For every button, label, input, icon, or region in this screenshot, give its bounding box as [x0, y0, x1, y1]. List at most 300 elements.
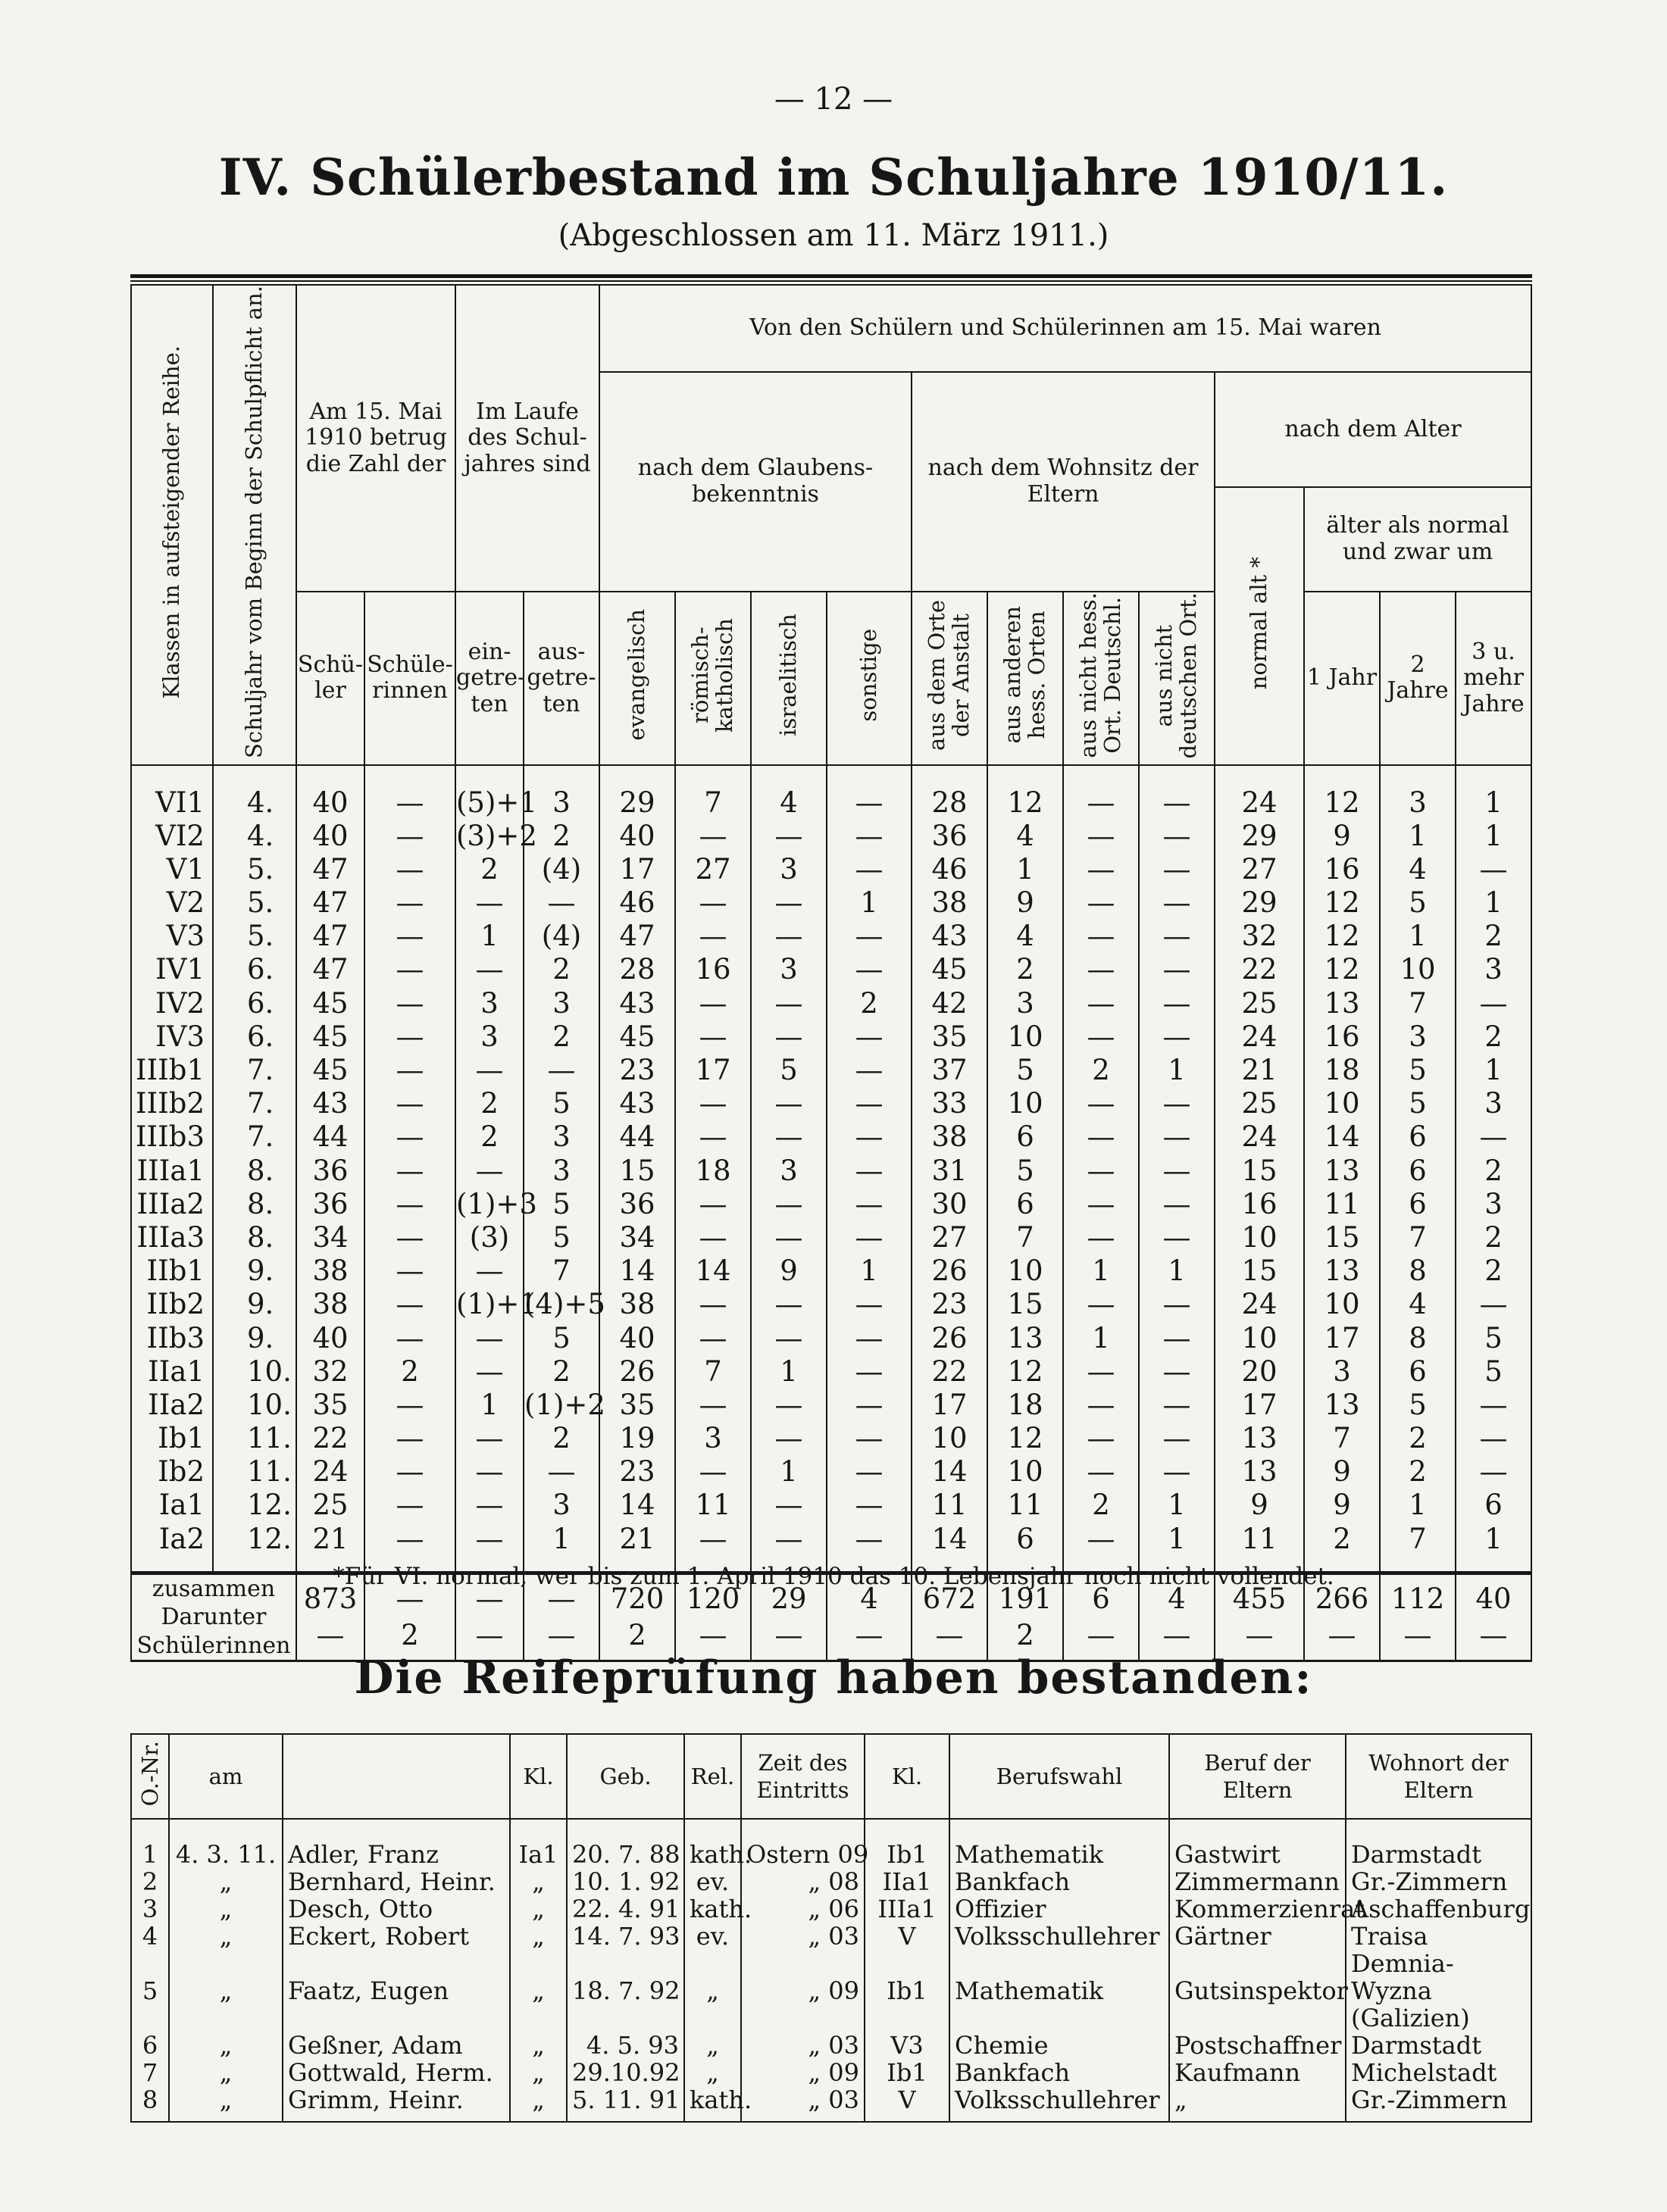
value-cell: — — [1063, 1221, 1139, 1254]
value-cell: 10 — [987, 1455, 1063, 1489]
value-cell: 18 — [1304, 1054, 1380, 1087]
value-cell: 10 — [1304, 1087, 1380, 1120]
value-cell: 3 — [455, 1020, 524, 1054]
value-cell: 8 — [1380, 1254, 1456, 1288]
value-cell: — — [455, 886, 524, 920]
exam-kl2-cell: Ib1 — [865, 1950, 949, 2032]
value-cell: — — [364, 1020, 455, 1054]
header-evangelisch: evangelisch — [599, 592, 675, 766]
exam-kl-cell: „ — [510, 2059, 567, 2086]
value-cell: 43 — [296, 1087, 364, 1120]
value-cell: 1 — [987, 853, 1063, 886]
exam-zeit-cell: „ 06 — [741, 1895, 865, 1923]
value-cell: — — [455, 1355, 524, 1389]
exam-header-nr: O.-Nr. — [131, 1734, 169, 1819]
value-cell: 40 — [296, 1321, 364, 1354]
value-cell: 47 — [296, 953, 364, 986]
value-cell: 15 — [987, 1288, 1063, 1321]
exam-wohnort-cell: Gr.-Zimmern — [1346, 1868, 1531, 1895]
exam-nr-cell: 8 — [131, 2086, 169, 2122]
header-glauben: nach dem Glaubens-bekenntnis — [599, 372, 912, 592]
exam-zeit-cell: „ 03 — [741, 1923, 865, 1950]
value-cell: — — [827, 1120, 912, 1154]
value-cell: — — [1063, 1523, 1139, 1573]
totals-cell: 720 2 — [599, 1573, 675, 1661]
header-schuelerinnen: Schüle-rinnen — [364, 592, 455, 766]
value-cell: 3 — [1456, 1188, 1531, 1221]
value-cell: — — [364, 920, 455, 953]
school-year-cell: 9. — [213, 1321, 296, 1354]
table-row — [131, 765, 1531, 819]
value-cell: — — [751, 1221, 827, 1254]
school-year-cell: 8. — [213, 1188, 296, 1221]
value-cell: 1 — [1380, 920, 1456, 953]
value-cell: — — [675, 1221, 751, 1254]
value-cell: 14 — [599, 1254, 675, 1288]
value-cell: (4) — [524, 920, 599, 953]
exam-rel-cell: „ — [684, 1950, 741, 2032]
exam-wohnort-cell: Aschaffenburg — [1346, 1895, 1531, 1923]
value-cell: 7 — [987, 1221, 1063, 1254]
value-cell: — — [455, 1523, 524, 1573]
exam-beruf-eltern-cell: Zimmermann — [1169, 1868, 1346, 1895]
totals-label: zusammen Darunter Schülerinnen — [131, 1573, 296, 1661]
exam-rel-cell: „ — [684, 2032, 741, 2059]
value-cell: 2 — [1456, 1154, 1531, 1188]
value-cell: 24 — [1215, 1120, 1304, 1154]
exam-row — [131, 2059, 1531, 2086]
value-cell: — — [751, 1523, 827, 1573]
totals-cell: 4 — — [827, 1573, 912, 1661]
exam-kl-cell: Ia1 — [510, 1819, 567, 1868]
class-cell: IIIa3 — [131, 1221, 213, 1254]
value-cell: 6 — [1380, 1120, 1456, 1154]
value-cell: 12 — [1304, 765, 1380, 819]
value-cell: 1 — [1456, 820, 1531, 853]
value-cell: 2 — [1063, 1489, 1139, 1522]
school-year-cell: 4. — [213, 820, 296, 853]
value-cell: 17 — [675, 1054, 751, 1087]
exam-wohnort-cell: Michelstadt — [1346, 2059, 1531, 2086]
exam-name-cell: Desch, Otto — [283, 1895, 510, 1923]
exam-kl-cell: „ — [510, 1895, 567, 1923]
value-cell: — — [364, 1254, 455, 1288]
exam-geb-cell: 4. 5. 93 — [567, 2032, 684, 2059]
exam-header-beruf-eltern: Beruf der Eltern — [1169, 1734, 1346, 1819]
exam-rel-cell: kath. — [684, 2086, 741, 2122]
header-katholisch: römisch- katholisch — [675, 592, 751, 766]
value-cell: 4 — [751, 765, 827, 819]
value-cell: 1 — [1063, 1321, 1139, 1354]
header-age-3: 3 u. mehr Jahre — [1456, 592, 1531, 766]
value-cell: 29 — [599, 765, 675, 819]
value-cell: 2 — [364, 1355, 455, 1389]
value-cell: 3 — [455, 987, 524, 1020]
value-cell: 23 — [599, 1054, 675, 1087]
exam-kl2-cell: IIa1 — [865, 1868, 949, 1895]
value-cell: 21 — [296, 1523, 364, 1573]
header-sonstige: sonstige — [827, 592, 912, 766]
value-cell: 1 — [455, 1389, 524, 1422]
header-klassen: Klassen in aufsteigender Reihe. — [131, 285, 213, 765]
value-cell: 25 — [296, 1489, 364, 1522]
totals-cell: 455 — — [1215, 1573, 1304, 1661]
totals-cell: 873 — — [296, 1573, 364, 1661]
value-cell: 15 — [1215, 1154, 1304, 1188]
value-cell: 12 — [1304, 920, 1380, 953]
table-row — [131, 1087, 1531, 1120]
header-aus-nicht-hess: aus nicht hess. Ort. Deutschl. — [1063, 592, 1139, 766]
class-cell: V2 — [131, 886, 213, 920]
value-cell: 3 — [1380, 765, 1456, 819]
value-cell: — — [751, 987, 827, 1020]
value-cell: 2 — [987, 953, 1063, 986]
value-cell: — — [1139, 1120, 1215, 1154]
value-cell: 2 — [455, 1087, 524, 1120]
table-row — [131, 987, 1531, 1020]
value-cell: 29 — [1215, 886, 1304, 920]
value-cell: — — [455, 953, 524, 986]
value-cell: — — [675, 1087, 751, 1120]
value-cell: 1 — [524, 1523, 599, 1573]
value-cell: 16 — [675, 953, 751, 986]
value-cell: — — [455, 1321, 524, 1354]
value-cell: — — [827, 1154, 912, 1188]
value-cell: 12 — [987, 765, 1063, 819]
value-cell: 13 — [1304, 1154, 1380, 1188]
value-cell: 6 — [987, 1523, 1063, 1573]
exam-zeit-cell: „ 03 — [741, 2086, 865, 2122]
class-cell: VI2 — [131, 820, 213, 853]
exam-beruf-eltern-cell: Kaufmann — [1169, 2059, 1346, 2086]
table-row — [131, 886, 1531, 920]
exam-row — [131, 1950, 1531, 2032]
value-cell: 10 — [1304, 1288, 1380, 1321]
value-cell: 3 — [524, 1154, 599, 1188]
page-number: — 12 — — [774, 82, 893, 117]
header-normal: normal alt * — [1215, 487, 1304, 765]
value-cell: — — [455, 1489, 524, 1522]
value-cell: 12 — [1304, 953, 1380, 986]
header-aus-anderen: aus anderen hess. Orten — [987, 592, 1063, 766]
class-cell: IIIa1 — [131, 1154, 213, 1188]
school-year-cell: 5. — [213, 853, 296, 886]
value-cell: — — [1456, 853, 1531, 886]
value-cell: — — [364, 1422, 455, 1455]
value-cell: 14 — [599, 1489, 675, 1522]
value-cell: 15 — [1304, 1221, 1380, 1254]
value-cell: 13 — [1215, 1455, 1304, 1489]
table-row — [131, 1254, 1531, 1288]
exam-zeit-cell: „ 09 — [741, 1950, 865, 2032]
value-cell: 2 — [1380, 1455, 1456, 1489]
value-cell: — — [364, 1523, 455, 1573]
value-cell: — — [1139, 820, 1215, 853]
value-cell: 2 — [827, 987, 912, 1020]
value-cell: — — [827, 765, 912, 819]
value-cell: 43 — [599, 1087, 675, 1120]
value-cell: 1 — [1456, 886, 1531, 920]
value-cell: 10 — [987, 1087, 1063, 1120]
exam-kl2-cell: V — [865, 1923, 949, 1950]
totals-cell: 40 — — [1456, 1573, 1531, 1661]
value-cell: 36 — [296, 1188, 364, 1221]
school-year-cell: 11. — [213, 1455, 296, 1489]
footnote: *Für VI. normal, wer bis zum 1. April 1910 das 10. Lebensjahr noch nicht vollendet. — [333, 1563, 1334, 1590]
value-cell: 10 — [1215, 1321, 1304, 1354]
value-cell: 26 — [912, 1321, 987, 1354]
value-cell: — — [1139, 1288, 1215, 1321]
exam-nr-cell: 7 — [131, 2059, 169, 2086]
value-cell: 1 — [1380, 1489, 1456, 1522]
class-cell: IIa2 — [131, 1389, 213, 1422]
value-cell: — — [1139, 1422, 1215, 1455]
header-von-den-schuelern: Von den Schülern und Schülerinnen am 15. Mai waren — [599, 285, 1531, 372]
exam-row — [131, 1923, 1531, 1950]
value-cell: 32 — [1215, 920, 1304, 953]
exam-row — [131, 1819, 1531, 1868]
value-cell: 24 — [1215, 1288, 1304, 1321]
value-cell: — — [827, 1288, 912, 1321]
totals-cell: 4 — — [1139, 1573, 1215, 1661]
value-cell: 6 — [1456, 1489, 1531, 1522]
exam-name-cell: Faatz, Eugen — [283, 1950, 510, 2032]
value-cell: — — [827, 920, 912, 953]
exam-beruf-cell: Bankfach — [949, 1868, 1169, 1895]
value-cell: 17 — [599, 853, 675, 886]
exam-header-kl: Kl. — [510, 1734, 567, 1819]
student-stats-body — [131, 765, 1531, 1573]
school-year-cell: 9. — [213, 1254, 296, 1288]
value-cell: — — [1063, 1087, 1139, 1120]
value-cell: 44 — [296, 1120, 364, 1154]
value-cell: (4)+5 — [524, 1288, 605, 1321]
value-cell: — — [675, 1188, 751, 1221]
exam-geb-cell: 18. 7. 92 — [567, 1950, 684, 2032]
value-cell: 1 — [1456, 1054, 1531, 1087]
value-cell: — — [1139, 765, 1215, 819]
value-cell: 38 — [296, 1288, 364, 1321]
value-cell: — — [1456, 1422, 1531, 1455]
value-cell: 2 — [1304, 1523, 1380, 1573]
value-cell: 5 — [524, 1087, 599, 1120]
value-cell: 18 — [987, 1389, 1063, 1422]
value-cell: 5 — [1456, 1321, 1531, 1354]
header-age-2: 2 Jahre — [1380, 592, 1456, 766]
exam-name-cell: Gottwald, Herm. — [283, 2059, 510, 2086]
value-cell: 47 — [296, 886, 364, 920]
value-cell: 3 — [1380, 1020, 1456, 1054]
value-cell: (1)+1 — [456, 1288, 537, 1321]
exam-beruf-eltern-cell: Gärtner — [1169, 1923, 1346, 1950]
value-cell: 5 — [987, 1054, 1063, 1087]
value-cell: 1 — [1139, 1523, 1215, 1573]
value-cell: — — [751, 1389, 827, 1422]
exam-geb-cell: 20. 7. 88 — [567, 1819, 684, 1868]
header-israelitisch: israelitisch — [751, 592, 827, 766]
value-cell: 28 — [912, 765, 987, 819]
class-cell: IV3 — [131, 1020, 213, 1054]
value-cell: 6 — [1380, 1355, 1456, 1389]
table-row — [131, 1020, 1531, 1054]
table-row — [131, 1355, 1531, 1389]
value-cell: 40 — [296, 765, 364, 819]
value-cell: — — [524, 1455, 599, 1489]
value-cell: — — [675, 1389, 751, 1422]
value-cell: 4 — [1380, 1288, 1456, 1321]
value-cell: 13 — [987, 1321, 1063, 1354]
exam-kl-cell: „ — [510, 1868, 567, 1895]
value-cell: 46 — [912, 853, 987, 886]
exam-nr-cell: 5 — [131, 1950, 169, 2032]
value-cell: 43 — [912, 920, 987, 953]
table-row — [131, 1120, 1531, 1154]
value-cell: — — [751, 886, 827, 920]
exam-am-cell: „ — [169, 1923, 283, 1950]
value-cell: — — [455, 1154, 524, 1188]
value-cell: — — [1063, 920, 1139, 953]
value-cell: 1 — [827, 1254, 912, 1288]
value-cell: 2 — [1456, 1254, 1531, 1288]
school-year-cell: 6. — [213, 987, 296, 1020]
school-year-cell: 7. — [213, 1054, 296, 1087]
value-cell: 31 — [912, 1154, 987, 1188]
table-row — [131, 1054, 1531, 1087]
exam-kl-cell: „ — [510, 1923, 567, 1950]
exam-header-kl2: Kl. — [865, 1734, 949, 1819]
class-cell: IIIb3 — [131, 1120, 213, 1154]
exam-am-cell: „ — [169, 1895, 283, 1923]
totals-cell: 29 — — [751, 1573, 827, 1661]
value-cell: 10 — [987, 1254, 1063, 1288]
value-cell: 5 — [524, 1321, 599, 1354]
exam-geb-cell: 14. 7. 93 — [567, 1923, 684, 1950]
value-cell: 40 — [599, 1321, 675, 1354]
value-cell: 6 — [987, 1120, 1063, 1154]
value-cell: — — [1139, 953, 1215, 986]
exam-kl2-cell: V — [865, 2086, 949, 2122]
totals-cell: 112 — — [1380, 1573, 1456, 1661]
value-cell: 26 — [599, 1355, 675, 1389]
value-cell: 35 — [599, 1389, 675, 1422]
value-cell: 7 — [675, 765, 751, 819]
value-cell: 3 — [987, 987, 1063, 1020]
exam-geb-cell: 22. 4. 91 — [567, 1895, 684, 1923]
value-cell: 12 — [987, 1422, 1063, 1455]
value-cell: — — [675, 920, 751, 953]
value-cell: 22 — [1215, 953, 1304, 986]
exam-wohnort-cell: Traisa — [1346, 1923, 1531, 1950]
value-cell: — — [751, 1489, 827, 1522]
school-year-cell: 6. — [213, 1020, 296, 1054]
value-cell: 3 — [524, 1489, 599, 1522]
value-cell: 11 — [912, 1489, 987, 1522]
value-cell: 22 — [296, 1422, 364, 1455]
value-cell: — — [364, 886, 455, 920]
value-cell: (3) — [455, 1221, 524, 1254]
value-cell: — — [1063, 1455, 1139, 1489]
value-cell: 3 — [1456, 953, 1531, 986]
exam-geb-cell: 10. 1. 92 — [567, 1868, 684, 1895]
school-year-cell: 8. — [213, 1154, 296, 1188]
value-cell: — — [1139, 1087, 1215, 1120]
value-cell: 1 — [827, 886, 912, 920]
value-cell: 5 — [524, 1188, 599, 1221]
value-cell: 3 — [524, 765, 599, 819]
top-rule — [130, 274, 1532, 278]
value-cell: — — [524, 1054, 599, 1087]
value-cell: — — [1139, 1020, 1215, 1054]
value-cell: 6 — [1380, 1154, 1456, 1188]
exam-wohnort-cell: Darmstadt — [1346, 1819, 1531, 1868]
exam-wohnort-cell: Demnia-Wyzna (Galizien) — [1346, 1950, 1531, 2032]
exam-beruf-cell: Mathematik — [949, 1950, 1169, 2032]
class-cell: IIb1 — [131, 1254, 213, 1288]
value-cell: — — [364, 953, 455, 986]
page-title: IV. Schülerbestand im Schuljahre 1910/11. — [218, 148, 1449, 207]
value-cell: 1 — [1139, 1489, 1215, 1522]
value-cell: 24 — [1215, 765, 1304, 819]
exam-nr-cell: 2 — [131, 1868, 169, 1895]
exam-nr-cell: 6 — [131, 2032, 169, 2059]
value-cell: — — [1139, 1154, 1215, 1188]
value-cell: 2 — [1063, 1054, 1139, 1087]
totals-cell: 6 — — [1063, 1573, 1139, 1661]
value-cell: — — [751, 1422, 827, 1455]
value-cell: — — [751, 820, 827, 853]
totals-cell: — — — [524, 1573, 599, 1661]
value-cell: 43 — [599, 987, 675, 1020]
value-cell: 18 — [675, 1154, 751, 1188]
value-cell: 47 — [296, 853, 364, 886]
totals-cell: 120 — — [675, 1573, 751, 1661]
value-cell: 13 — [1304, 1389, 1380, 1422]
value-cell: 2 — [1456, 1020, 1531, 1054]
value-cell: 2 — [455, 853, 524, 886]
value-cell: 38 — [599, 1288, 675, 1321]
value-cell: 23 — [912, 1288, 987, 1321]
exam-name-cell: Grimm, Heinr. — [283, 2086, 510, 2122]
value-cell: 2 — [524, 820, 599, 853]
value-cell: 14 — [675, 1254, 751, 1288]
header-im-laufe: Im Laufe des Schul-jahres sind — [455, 285, 599, 592]
school-year-cell: 10. — [213, 1389, 296, 1422]
exam-header-am: am — [169, 1734, 283, 1819]
table-row — [131, 1489, 1531, 1522]
value-cell: (4) — [524, 853, 599, 886]
value-cell: — — [827, 953, 912, 986]
value-cell: — — [364, 1120, 455, 1154]
value-cell: 5 — [1380, 1389, 1456, 1422]
value-cell: 34 — [599, 1221, 675, 1254]
value-cell: — — [1063, 987, 1139, 1020]
exam-nr-cell: 1 — [131, 1819, 169, 1868]
value-cell: — — [675, 1321, 751, 1354]
value-cell: — — [827, 1054, 912, 1087]
header-schuljahr: Schuljahr vom Beginn der Schulpflicht an. — [213, 285, 296, 765]
school-year-cell: 4. — [213, 765, 296, 819]
exam-beruf-eltern-cell: Gutsinspektor — [1169, 1950, 1346, 2032]
class-cell: IV2 — [131, 987, 213, 1020]
totals-cell: — — — [455, 1573, 524, 1661]
value-cell: 2 — [524, 1355, 599, 1389]
header-ausgetreten: aus-getre-ten — [524, 592, 599, 766]
value-cell: 3 — [524, 987, 599, 1020]
value-cell: — — [1063, 1422, 1139, 1455]
school-year-cell: 8. — [213, 1221, 296, 1254]
exam-wohnort-cell: Gr.-Zimmern — [1346, 2086, 1531, 2122]
value-cell: — — [1063, 1389, 1139, 1422]
